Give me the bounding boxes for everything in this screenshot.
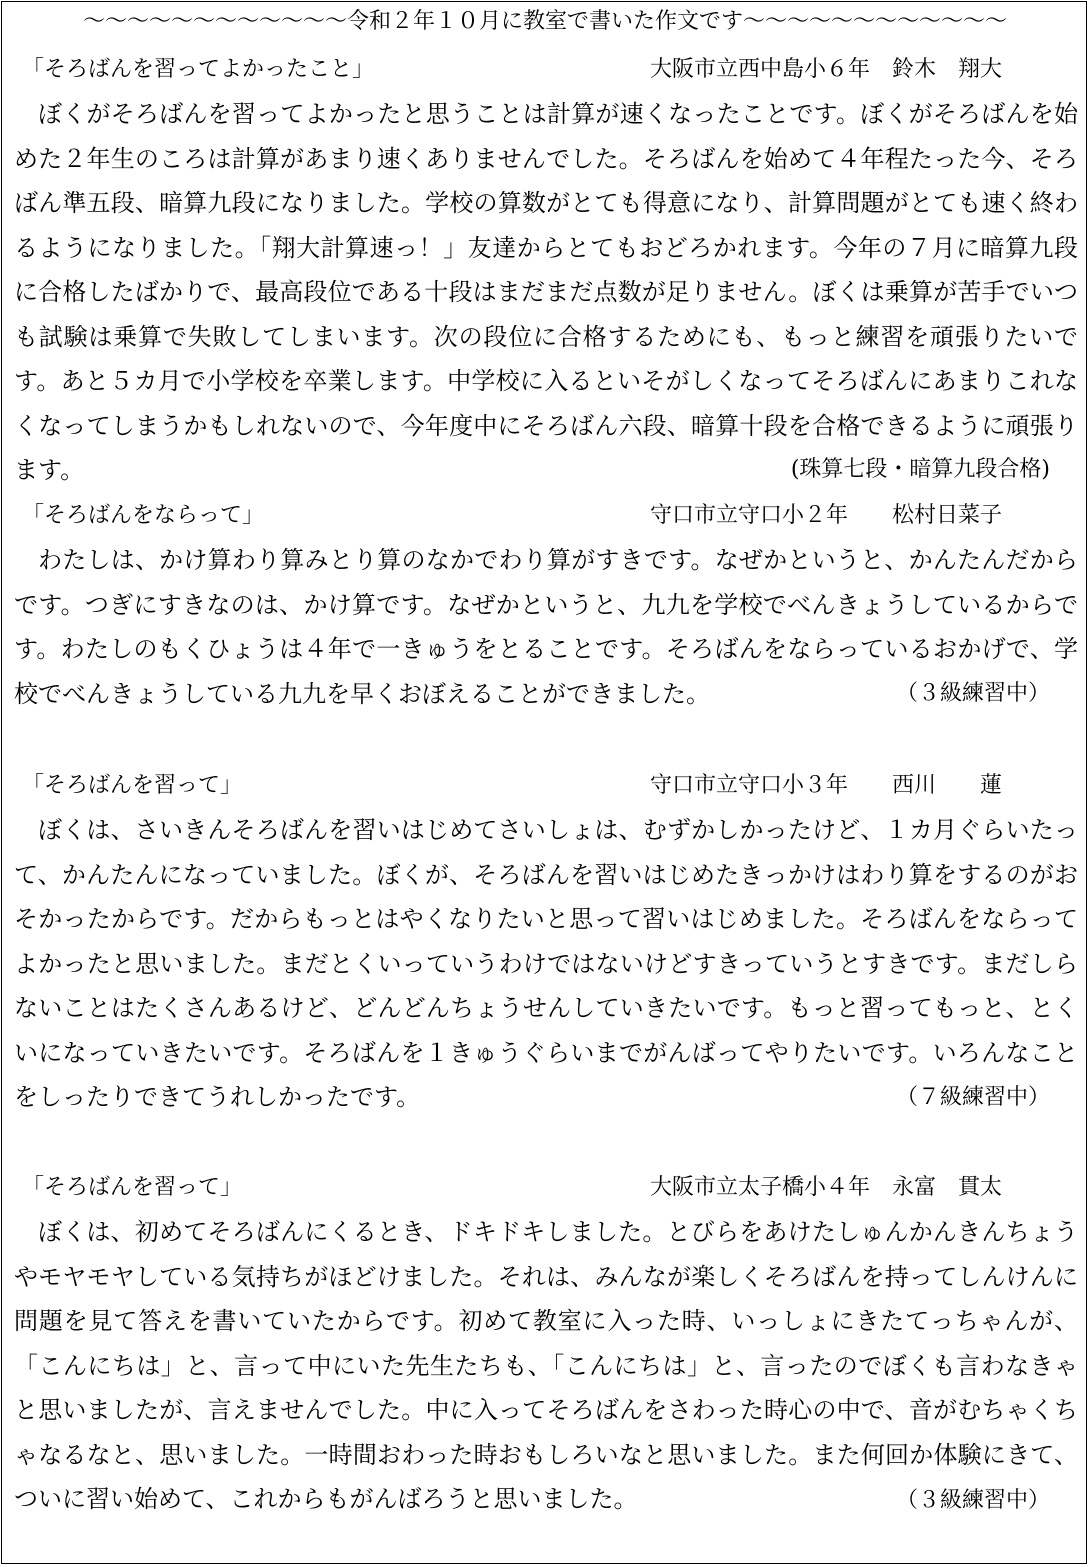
essay-body: ぼくは、さいきんそろばんを習いはじめてさいしょは、むずかしかったけど、１カ月ぐらいたって、かんたんになっていました。ぼくが、そろばんを習いはじめたきっかけはわり算をするのがおそかったからです。だからもっとはやくなりたいと思って習いはじめました。そろばんをならってよかったと思いました。まだとくいっていうわけではないけどすきっていうとすきです。まだしらないことはたくさんあるけど、どんどんちょうせんしていきたいです。もっと習ってもっと、とくいになっていきたいです。そろばんを１きゅうぐらいまでがんばってやりたいです。いろんなことをしったりできてうれしかったです。 <box>14 816 1078 1111</box>
essay-title: 「そろばんを習って」 <box>22 773 243 798</box>
essay-body: ぼくは、初めてそろばんにくるとき、ドキドキしました。とびらをあけたしゅんかんきんちょうやモヤモヤしている気持ちがほどけました。それは、みんなが楽しくそろばんを持ってしんけんに問題を見て答えを書いていたからです。初めて教室に入った時、いっしょにきたてっちゃんが、「こんにちは」と、言って中にいた先生たちも、「こんにちは」と、言ったのでぼくも言わなきゃと思いましたが、言えませんでした。中に入ってそろばんをさわった時心の中で、音がむちゃくちゃなるなと、思いました。一時間おわった時おもしろいなと思いました。また何回か体験にきて、ついに習い始めて、これからもがんばろうと思いました。 <box>14 1218 1078 1513</box>
essay-author: 大阪市立太子橋小４年 永富 貫太 <box>650 1175 1003 1200</box>
essay-title: 「そろばんを習って」 <box>22 1175 243 1200</box>
essay-heading <box>22 52 1072 88</box>
essay-note: （７級練習中） <box>895 1085 1050 1110</box>
essay-heading <box>22 768 1072 804</box>
essay-title: 「そろばんを習ってよかったこと」 <box>22 57 375 82</box>
essay-title: 「そろばんをならって」 <box>22 503 265 528</box>
essay-heading <box>22 1170 1072 1206</box>
essay-body: わたしは、かけ算わり算みとり算のなかでわり算がすきです。なぜかというと、かんたんだからです。つぎにすきなのは、かけ算です。なぜかというと、九九を学校でべんきょうしているからです。わたしのもくひょうは４年で一きゅうをとることです。そろばんをならっているおかげで、学校でべんきょうしている九九を早くおぼえることができました。 <box>14 546 1078 708</box>
essay-note: （３級練習中） <box>895 681 1050 706</box>
essay-heading <box>22 498 1072 534</box>
essay-author: 大阪市立西中島小６年 鈴木 翔大 <box>650 57 1003 82</box>
essay-author: 守口市立守口小２年 松村日菜子 <box>650 503 1003 528</box>
essay-body: ぼくがそろばんを習ってよかったと思うことは計算が速くなったことです。ぼくがそろばんを始めた２年生のころは計算があまり速くありませんでした。そろばんを始めて４年程たった今、そろばん準五段、暗算九段になりました。学校の算数がとても得意になり、計算問題がとても速く終わるようになりました。「翔大計算速っ！」友達からとてもおどろかれます。今年の７月に暗算九段に合格したばかりで、最高段位である十段はまだまだ点数が足りません。ぼくは乗算が苦手でいつも試験は乗算で失敗してしまいます。次の段位に合格するためにも、もっと練習を頑張りたいです。あと５カ月で小学校を卒業します。中学校に入るといそがしくなってそろばんにあまりこれなくなってしまうかもしれないので、今年度中にそろばん六段、暗算十段を合格できるように頑張ります。 <box>14 100 1078 484</box>
page-header: ～～～～～～～～～～～～令和２年１０月に教室で書いた作文です～～～～～～～～～～～～ <box>82 9 1007 34</box>
essay-author: 守口市立守口小３年 西川 蓮 <box>650 773 1003 798</box>
essay-note: （３級練習中） <box>895 1488 1050 1513</box>
essay-note: (珠算七段・暗算九段合格) <box>790 457 1050 482</box>
